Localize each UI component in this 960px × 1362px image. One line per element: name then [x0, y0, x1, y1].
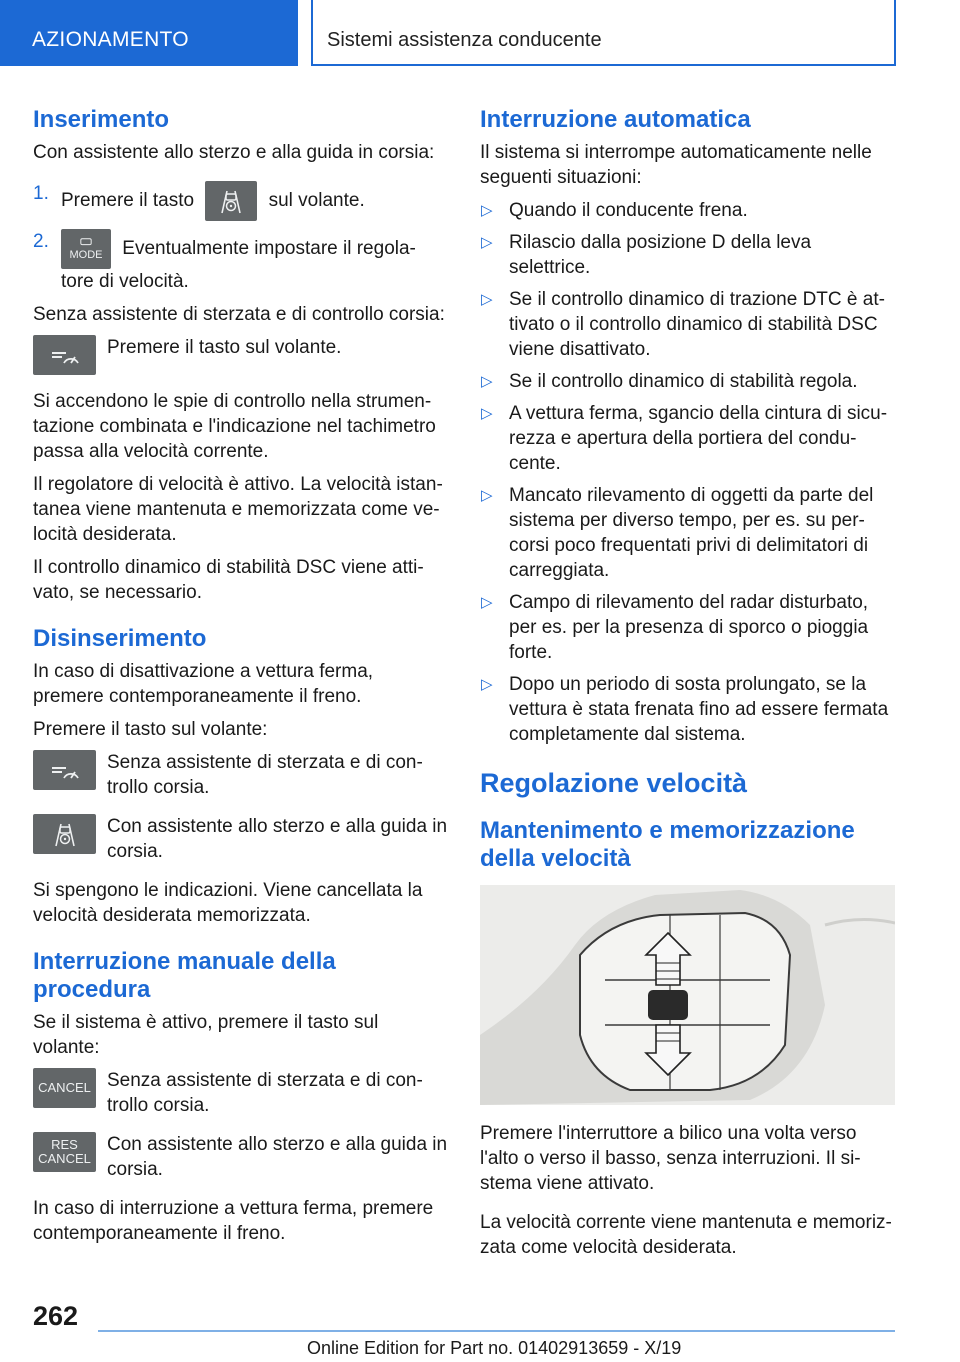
- arrow-bullet-icon: ▷: [481, 291, 493, 308]
- list-item: ▷ Quando il conducente frena.: [481, 200, 748, 221]
- inserimento-steps: [33, 181, 448, 294]
- senza-button-text: Premere il tasto sul volante.: [107, 337, 342, 358]
- arrow-bullet-icon: ▷: [481, 234, 493, 251]
- arrow-bullet-icon: ▷: [481, 487, 493, 504]
- arrow-bullet-icon: ▷: [481, 594, 493, 611]
- arrow-bullet-icon: ▷: [481, 676, 493, 693]
- inserimento-p1: Si accendono le spie di controllo nella strumen-tazione combinata e l'indicazione nel tachimetro passa alla velocità corrente.: [33, 391, 436, 462]
- heading-interruzione-manuale: Interruzione manuale della procedura: [33, 948, 336, 1003]
- arrow-bullet-icon: ▷: [481, 202, 493, 219]
- disinserimento-p1: In caso di disattivazione a vettura ferma, premere contemporaneamente il freno.: [33, 661, 374, 707]
- heading-regolazione-velocita: Regolazione velocità: [480, 768, 748, 798]
- step-1-pre: Premere il tasto: [61, 190, 195, 212]
- disinserimento-row-1: [33, 750, 448, 800]
- senza-button-row: [33, 335, 448, 375]
- header-section-label: AZIONAMENTO: [32, 28, 189, 51]
- disinserimento-p3: Si spengono le indicazioni. Viene cancellata la velocità desiderata memorizzata.: [33, 880, 423, 926]
- step-1-post: sul volante.: [268, 190, 365, 212]
- lane-assist-button-icon: [205, 181, 257, 221]
- inserimento-intro: Con assistente allo sterzo e alla guida in corsia:: [33, 142, 435, 163]
- page-number: 262: [33, 1301, 79, 1331]
- step-1: [33, 181, 448, 221]
- automatica-list: [480, 198, 896, 747]
- step-2-text: Eventualmente impostare il regola-tore di velocità.: [61, 238, 416, 292]
- manuale-row-2-text: Con assistente allo sterzo e alla guida in corsia.: [107, 1134, 448, 1180]
- manuale-row-2: [33, 1132, 448, 1182]
- mode-button-icon: [61, 229, 111, 269]
- manuale-row-1-text: Senza assistente di sterzata e di con-trollo corsia.: [107, 1070, 423, 1116]
- footer-divider: [98, 1330, 895, 1332]
- footer-edition: Online Edition for Part no. 01402913659 - X/19: [307, 1338, 682, 1358]
- cruise-control-button-icon: [33, 335, 96, 375]
- res-cancel-label-1: RES: [51, 1137, 78, 1152]
- inserimento-p2: Il regolatore di velocità è attivo. La velocità istan-tanea viene mantenuta e memorizzata come ve-locità desiderata.: [33, 474, 443, 545]
- senza-intro: Senza assistente di sterzata e di controllo corsia:: [33, 304, 445, 325]
- disinserimento-row-2-text: Con assistente allo sterzo e alla guida in corsia.: [107, 816, 448, 862]
- heading-disinserimento: Disinserimento: [33, 625, 207, 652]
- step-2-number: 2.: [33, 231, 49, 252]
- mode-button-label: MODE: [69, 249, 103, 261]
- regolazione-p1: Premere l'interruttore a bilico una volta verso l'alto o verso il basso, senza interruzioni. Il si-stema viene attivato.: [480, 1123, 861, 1194]
- list-item: ▷ Dopo un periodo di sosta prolungato, se la vettura è stata frenata fino ad essere fermata completamente dal sistema.: [481, 674, 889, 745]
- arrow-bullet-icon: ▷: [481, 405, 493, 422]
- manuale-row-1: [33, 1068, 448, 1118]
- regolazione-p2: La velocità corrente viene mantenuta e memoriz-zata come velocità desiderata.: [480, 1212, 892, 1258]
- inserimento-p3: Il controllo dinamico di stabilità DSC viene atti-vato, se necessario.: [33, 557, 424, 603]
- cruise-control-button-icon: [33, 750, 96, 790]
- disinserimento-p2: Premere il tasto sul volante:: [33, 719, 268, 740]
- right-column: [480, 100, 896, 1268]
- heading-inserimento: Inserimento: [33, 106, 170, 133]
- manuale-p2: In caso di interruzione a vettura ferma, premere contemporaneamente il freno.: [33, 1198, 434, 1244]
- cancel-button-icon: [33, 1068, 96, 1108]
- header-chapter-tab: [311, 0, 896, 66]
- manuale-p1: Se il sistema è attivo, premere il tasto sul volante:: [33, 1012, 379, 1058]
- disinserimento-row-2: [33, 814, 448, 864]
- list-item: ▷ Se il controllo dinamico di stabilità regola.: [481, 371, 858, 392]
- lane-assist-button-icon: [33, 814, 96, 854]
- automatica-intro: Il sistema si interrompe automaticamente nelle seguenti situazioni:: [480, 142, 872, 188]
- list-item: ▷ A vettura ferma, sgancio della cintura di sicu-rezza e apertura della portiera del condu-cente.: [481, 403, 888, 474]
- res-cancel-button-icon: [33, 1132, 96, 1172]
- res-cancel-label-2: CANCEL: [38, 1151, 91, 1166]
- heading-mantenimento: Mantenimento e memorizzazione della velocità: [480, 817, 855, 872]
- disinserimento-row-1-text: Senza assistente di sterzata e di con-trollo corsia.: [107, 752, 423, 798]
- left-column: [33, 100, 448, 1254]
- list-item: ▷ Rilascio dalla posizione D della leva selettrice.: [481, 232, 812, 278]
- list-item: ▷ Mancato rilevamento di oggetti da parte del sistema per diverso tempo, per es. su per-corsi poco frequentati privi di delimitatori di carreggiata.: [481, 485, 874, 581]
- heading-interruzione-automatica: Interruzione automatica: [480, 106, 751, 133]
- list-item: ▷ Se il controllo dinamico di trazione DTC è at-tivato o il controllo dinamico di stabilità DSC viene disattivato.: [481, 289, 885, 360]
- steering-wheel-rocker-switch-photo: [480, 885, 895, 1105]
- step-1-number: 1.: [33, 183, 49, 204]
- list-item: ▷ Campo di rilevamento del radar disturbato, per es. per la presenza di sporco o pioggia forte.: [481, 592, 869, 663]
- header-chapter-label: Sistemi assistenza conducente: [327, 29, 602, 51]
- arrow-bullet-icon: ▷: [481, 373, 493, 390]
- header-section-tab: [0, 0, 298, 66]
- cancel-button-label: CANCEL: [38, 1080, 91, 1095]
- step-2: [33, 229, 448, 294]
